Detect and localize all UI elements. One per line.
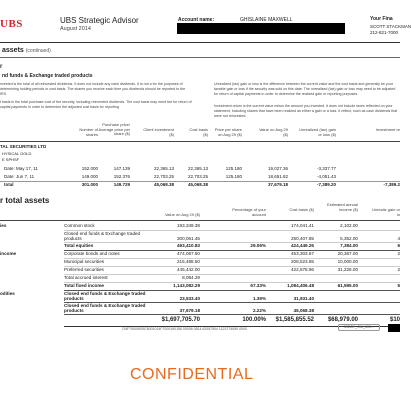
t2-cell-income: 31,228.00 — [337, 267, 358, 272]
note-unrealized: Unrealized (tax) gain or loss is the difference between the current value and the cost basis and generally be your taxable gain or loss if the security was sold on this date. The unrealized (tax) gain or loss may need to be adjusted for return of capital payments in order to determine the realized gain or reporting purposes. — [214, 82, 396, 96]
t2-cell-value: 23,533.40 — [179, 296, 200, 301]
t2-row-label: Closed end funds & Exchange traded products — [64, 231, 141, 241]
t1-cell-cost: 45,068.38 — [187, 182, 208, 187]
t1-cell-cost: 22,703.25 — [187, 174, 208, 179]
t2-cell-cost: 1,084,406.48 — [287, 283, 314, 288]
total-assets-title: r total assets — [0, 196, 50, 205]
t1-cell-pps: 125.180 — [225, 174, 242, 179]
advisor-phone: 212-821-7000 — [370, 30, 399, 35]
t2-row-label: Preferred securities — [64, 267, 104, 272]
t2-cell-cost: 250,407.85 — [291, 236, 314, 241]
report-title: UBS Strategic Advisor — [60, 16, 139, 25]
t2-cell-cost: 31,931.40 — [293, 296, 314, 301]
t1-row-label: Date: May 17, 11 — [4, 166, 38, 171]
t1-cell-shares: 149.000 — [81, 174, 98, 179]
t2-cell-gain: 2 — [397, 267, 400, 272]
t1-col-investment: Client investment ($) — [143, 127, 174, 137]
subsection-subheading: nd funds & Exchange traded products — [2, 73, 93, 79]
t1-cell-pps: 125.180 — [225, 166, 242, 171]
t1-security-name: TAL SECURITIES LTD — [0, 144, 47, 149]
t2-cell-gain: 5 — [397, 283, 400, 288]
advisor-heading: Your Fina — [370, 16, 393, 22]
t2-cell-value: 215,488.50 — [177, 259, 200, 264]
t1-security-sub2: E SPHSF — [2, 157, 20, 162]
t2-group-label: income — [0, 251, 17, 256]
t2-cell-value: 445,442.00 — [177, 267, 200, 272]
t2-total-cost: $1,585,855.52 — [275, 317, 314, 323]
t2-cell-income: 20,367.00 — [337, 251, 358, 256]
note-investment-return: Investment return is the current value minus the amount you invested. It does not include taxes reflected on your statement, including shares that have been realized as either a gain or a loss. It reflect, such as cash dividends that were not reinvested. — [214, 104, 398, 118]
t2-row-label: Municipal securities — [64, 259, 105, 264]
t2-col-gain: Unrealiz gain or lo — [371, 207, 400, 217]
t1-cell-value: 37,679.18 — [267, 182, 288, 187]
t2-cell-pct: 67.33% — [250, 283, 266, 288]
t1-cell-price: 152.376 — [113, 174, 130, 179]
t1-cell-ret: -7,389.2 — [383, 182, 400, 187]
t1-cell-investment: 45,068.38 — [153, 182, 174, 187]
t2-cell-value: 1,143,082.29 — [173, 283, 200, 288]
t1-cell-value: 18,651.82 — [267, 174, 288, 179]
t2-header-divider — [0, 220, 400, 221]
t2-cell-value: 193,349.38 — [177, 223, 200, 228]
t1-cell-cost: 22,365.13 — [187, 166, 208, 171]
confidential-stamp: CONFIDENTIAL — [130, 366, 254, 383]
t2-cell-cost: 453,303.67 — [291, 251, 314, 256]
t1-cell-gain: -3,337.77 — [316, 166, 336, 171]
t2-cell-gain: 2 — [397, 251, 400, 256]
redaction-bar — [177, 23, 345, 34]
t1-col-cost: Cost basis ($) — [189, 127, 208, 137]
t2-total-gain: $10 — [389, 317, 400, 323]
t1-row-label: total — [4, 182, 14, 187]
section-divider — [0, 57, 400, 58]
t2-cell-cost: 45,068.38 — [293, 308, 314, 313]
t2-row-label: Total equities — [64, 243, 94, 248]
section-continued: (continued) — [25, 48, 51, 54]
t2-group-label: odities — [0, 291, 15, 296]
t2-cell-gain: 4 — [397, 236, 400, 241]
t1-row-label: Date: Jun 7, 11 — [4, 174, 35, 179]
redaction-bar — [388, 324, 400, 332]
t2-cell-cost: 422,578.96 — [291, 267, 314, 272]
t1-col-pps: Price per share on Aug 29 ($) — [214, 127, 242, 137]
t2-cell-cost: 174,041.41 — [291, 223, 314, 228]
t2-row-label: Closed end funds & Exchange traded products — [64, 291, 146, 301]
t1-cell-investment: 22,365.13 — [153, 166, 174, 171]
t2-row-label: Total accrued interest — [64, 275, 108, 280]
t2-cell-income: 5,352.00 — [340, 236, 358, 241]
t2-col-cost: Cost basis ($) — [289, 207, 314, 212]
t2-cell-value: 37,679.18 — [179, 308, 200, 313]
t2-cell-income: 61,595.00 — [337, 283, 358, 288]
t1-cell-price: 149.729 — [113, 182, 130, 187]
t1-cell-price: 147.139 — [113, 166, 130, 171]
t1-security-sub1: HYSICAL GOLD — [2, 151, 32, 156]
t2-row-label: Corporate bonds and notes — [64, 251, 120, 256]
report-date: August 2014 — [60, 26, 91, 32]
t2-cell-value: 300,061.45 — [177, 236, 200, 241]
t1-col-gain: Unrealized (tax) gain or loss ($) — [299, 127, 336, 137]
note-reinvested: nvested is the total of all reinvested dividends. It does not include any cash dividends. It is not a for the purposes of determining holding periods or cost basis. The shares you receive each time you dividends should be reported to the IRS. — [0, 82, 186, 96]
t2-group-label: ies — [0, 223, 7, 228]
t2-cell-gain: 6 — [397, 243, 400, 248]
t2-row-label: Closed end funds & Exchange traded products — [64, 303, 146, 313]
t2-total-pct: 100.00% — [242, 317, 266, 323]
t1-cell-investment: 22,703.25 — [153, 174, 174, 179]
t2-cell-pct: 1.39% — [252, 296, 266, 301]
t2-cell-income: 10,000.00 — [337, 259, 358, 264]
footer-reference-pill: 5SB3Y_OM_000... — [338, 324, 380, 331]
t2-total-income: $68,979.00 — [327, 317, 358, 323]
t1-col-return: Investment re — [375, 127, 400, 132]
t2-col-pct: Percentage of your account — [232, 207, 266, 217]
t1-cell-shares: 301.000 — [81, 182, 98, 187]
t2-cell-income: 2,102.00 — [340, 223, 358, 228]
t2-col-value: Value on Aug 29 ($) — [164, 212, 200, 217]
t1-cell-gain: -4,051.43 — [316, 174, 336, 179]
t2-cell-pct: 29.06% — [250, 243, 266, 248]
note-cost-basis: t basis is the total purchase cost of the security, including reinvested dividends. The cost basis may need ted for return of capital payments in order to determine the adjusted cost basis for reporting — [0, 100, 192, 109]
t1-header-divider — [0, 141, 400, 142]
t1-cell-value: 19,027.36 — [267, 166, 288, 171]
t2-row-label: Total fixed income — [64, 283, 104, 288]
t2-cell-cost: 424,449.26 — [291, 243, 314, 248]
t2-row-divider — [64, 314, 400, 315]
t2-cell-income: 7,384.00 — [340, 243, 358, 248]
t2-cell-pct: 2.22% — [252, 308, 266, 313]
ubs-logo: UBS — [0, 18, 23, 30]
account-name-value: GHISLAINE MAXWELL — [240, 17, 293, 23]
t1-cell-shares: 152.000 — [81, 166, 98, 171]
t2-col-income: Estimated annual income ($) — [327, 202, 358, 212]
t1-col-value: Value on Aug 29 ($) — [258, 127, 288, 137]
t1-cell-gain: -7,389.20 — [316, 182, 336, 187]
t2-cell-value: 493,410.83 — [177, 243, 200, 248]
header-divider — [0, 42, 400, 43]
advisor-name: SCOTT STACKMAN — [370, 24, 411, 29]
t1-col-price: Purchase price/ Average price per share ($) — [98, 122, 130, 137]
t2-cell-value: 474,067.50 — [177, 251, 200, 256]
account-name-label: Account name: — [178, 17, 215, 23]
subsection-heading: r — [0, 64, 3, 70]
footer-code: CNF7000900576001014F7000190156 00006 0814 62057504 1123774050 0000 — [122, 327, 247, 331]
t2-cell-cost: 208,523.85 — [291, 259, 314, 264]
t1-col-shares: Number of shares — [79, 127, 98, 137]
section-title: assets (continued) — [2, 47, 51, 54]
t2-row-label: Common stock — [64, 223, 95, 228]
t2-cell-value: 8,084.29 — [182, 275, 200, 280]
t2-total-value: $1,697,705.70 — [161, 317, 200, 323]
